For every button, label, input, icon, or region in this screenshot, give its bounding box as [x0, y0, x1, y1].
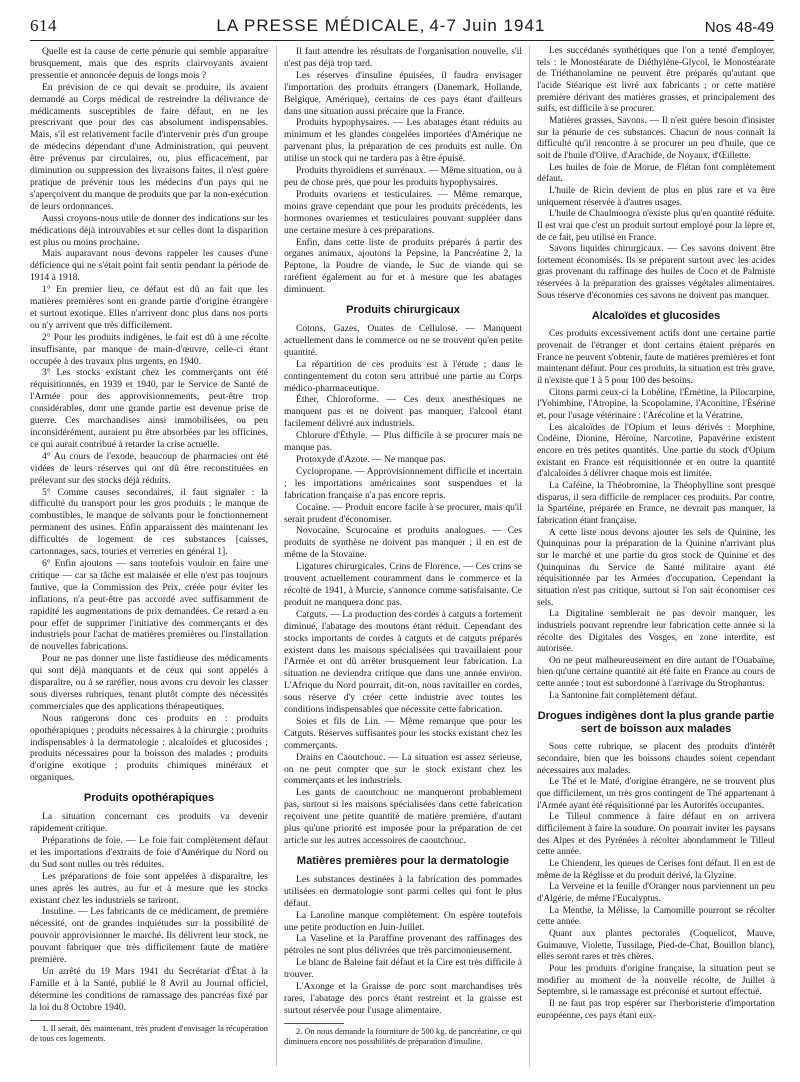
column-3 — [537, 46, 775, 1022]
paragraph: Produits ovariens et testiculaires. — Même remarque, moins grave cependant que pour les produits précédents, les hormones ovariennes et testiculaires pouvant suppléer dans une certaine mesure à ces préparations. — [284, 188, 522, 236]
paragraph: Les succédanés synthétiques que l'on a tenté d'employer, tels : le Monostéarate de Diéthylène-Glycol, le Monostéarate de Triéthanolamine ne peuvent être préparés qu'autant que l'acide Stéarique est livré aux fabricants ; or cette matière première dérivant des matières grasses, et principalement des suifs, est difficile à se procurer. — [537, 46, 775, 115]
page-number: 614 — [30, 16, 57, 35]
paragraph: Novocaïne, Scurocaïne et produits analogues. — Ces produits de synthèse ne doivent pas manquer ; il en est de même de la Stovaïne. — [284, 525, 522, 561]
column-3-intro — [537, 46, 775, 302]
column-2 — [284, 46, 522, 1047]
paragraph: Protoxyde d'Azote. — Ne manque pas. — [296, 454, 446, 465]
column-3-body-2 — [537, 742, 775, 1022]
paragraph: Insuline. — Les fabricants de ce médicament, de première nécessité, ont de grandes inquiétudes sur la possibilité de pouvoir approvisionner le marché. Ils délivrent leur stock, ne pouvant fabriquer que très difficilement faute de matière première. — [30, 906, 268, 966]
column-1-intro — [30, 46, 268, 784]
paragraph: Quant aux plantes pectorales (Coquelicot, Mauve, Guimauve, Violette, Tussilage, Pied-de-Chat, Bouillon blanc), elles seront rares et très chères. — [537, 928, 775, 963]
section-heading: Produits opothérapiques — [83, 792, 215, 805]
journal-title: LA PRESSE MÉDICALE, — [216, 16, 426, 35]
paragraph: La Caféine, la Théobromine, la Théophylline sont presque disparus, il sera difficile de remplacer ces produits. Par contre, la Spartéine, préparée en France, ne devrait pas manquer, la fabrication étant française. — [537, 480, 775, 526]
paragraph: Les alcaloïdes de l'Opium et leurs dérivés : Morphine, Codéine, Dionine, Héroïne, Narcotine, Papavérine existent encore en très petites quantités. Une partie du stock d'Opium existant en France est réquisitionnée et en outre la quantité d'alcaloïdes à délivrer chaque mois est limitée. — [537, 422, 775, 480]
paragraph: Enfin, dans cette liste de produits préparés à partir des organes animaux, ajoutons la Pepsine, la Pancréatine 2, la Peptone, la Poudre de viande, le Suc de viande qui se raréfient également au fur et à mesure que les abatages diminuent. — [284, 236, 522, 296]
paragraph: Cyclopropane. — Approvisionnement difficile et incertain ; les importations américaines sont suspendues et la fabrication française n'a pas encore repris. — [284, 465, 522, 501]
column-1-body — [30, 811, 268, 1013]
paragraph: Il ne faut pas trop espérer sur l'herboristerie d'importation européenne, ces pays étant eux- — [537, 998, 775, 1021]
paragraph: Cocaïne. — Produit encore facile à se procurer, mais qu'il serait prudent d'économiser. — [284, 501, 522, 525]
column-2-body — [284, 323, 522, 847]
paragraph: Éther, Chloroforme. — Ces deux anesthésiques ne manquent pas et ne doivent pas manquer, l'alcool étant facilement délivré aux industriels. — [284, 394, 522, 430]
paragraph: Le Chiendent, les queues de Cerises font défaut. Il en est de même de la Réglisse et du produit dérivé, la Glyzine. — [537, 859, 775, 881]
section-heading: Alcaloïdes et glucosides — [591, 310, 721, 323]
paragraph: Nous rangerons donc ces produits en : produits opothérapiques ; produits nécessaires à la chirurgie ; produits indispensables à la dermatologie ; alcaloïdes et glucosides ; produits nécessaires pour la boisson des malades ; produits d'origine exotique ; produits chimiques minéraux et organiques. — [30, 712, 268, 784]
paragraph: Les huiles de foie de Morue, de Flétan font complètement défaut. — [537, 162, 775, 185]
footnote: 2. On nous demande la fourniture de 500 kg. de pancréatine, ce qui diminuera encore nos possibilités de préparation d'insuline. — [284, 1026, 522, 1046]
paragraph: La répartition de ces produits est à l'étude ; dans le contingentement du coton sera attribué une partie au Corps médico-pharmaceutique. — [284, 358, 522, 394]
column-2-intro — [284, 46, 522, 296]
paragraph: Le blanc de Baleine fait défaut et la Cire est très difficile à trouver. — [284, 957, 522, 981]
paragraph: Matières grasses, Savons. — Il n'est guère besoin d'insister sur la pénurie de ces substances. Chacun de nous connaît la difficulté qu'il rencontre à se procurer un peu d'huile, que ce soit de l'huile d'Olive, d'Arachide, de Noyaux, d'Œillette. — [537, 115, 775, 161]
paragraph: Chlorure d'Éthyle. — Plus difficile à se procurer mais ne manque pas. — [284, 430, 522, 454]
paragraph: La Santonine fait complètement défaut. — [549, 690, 698, 701]
paragraph: La Digitaline semblerait ne pas devoir manquer, les industriels pouvant reprendre leur fabrication cette année si la récolte des Digitales des Vosges, en zone interdite, est autorisée. — [537, 609, 775, 655]
paragraph: Produits hypophysaires. — Les abatages étant réduits au minimum et les glandes congelées importées d'Amérique ne parvenant plus, la préparation de ces produits est nulle. On utilise un stock qui ne tardera pas à être épuisé. — [284, 117, 522, 165]
paragraph: 1° En premier lieu, ce défaut est dû au fait que les matières premières sont en grande partie d'origine étrangère et surtout exotique. Elles n'arrivent donc plus dans nos ports ou n'y arrivent que très difficilement. — [30, 284, 268, 331]
paragraph: Mais auparavant nous devons rappeler les causes d'une déficience qui ne s'était point fait sentir pendant la période de 1914 à 1918. — [30, 248, 268, 284]
paragraph: En prévision de ce qui devait se produire, ils avaient demandé au Corps médical de restreindre la délivrance de médicaments susceptibles de faire défaut, en ne les prescrivant que pour des cas absolument indispensables. Mais, s'il est relativement facile d'intervenir près d'un groupe de médecins dépendant d'une Administration, qui peuvent être prévenus par circulaires, ou, plus efficacement, par diminution ou suppression des livraisons faites, il n'est guère pratique de prévenir tous les médecins d'un pays qui ne s'aperçoivent du manque de produits que par la non-exécution de leurs ordonnances. — [30, 81, 268, 212]
column-1 — [30, 46, 268, 1044]
paragraph: Le Thé et le Maté, d'origine étrangère, ne se trouvent plus que difficilement, un très gros contingent de Thé appartenant à l'Armée ayant été réquisitionné par les Autorités occupantes. — [537, 777, 775, 811]
section-heading: Drogues indigènes dont la plus grande partie sert de boisson aux malades — [537, 710, 775, 736]
paragraph: Produits thyroïdiens et surrénaux. — Même situation, ou à peu de chose près, que pour les produits hypophysaires. — [284, 165, 522, 188]
paragraph: Aussi croyons-nous utile de donner des indications sur les médications déjà introuvables et sur celles dont la disparition est plus ou moins prochaine. — [30, 212, 268, 248]
paragraph: Pour les produits d'origine française, la situation peut se modifier au moment de la nouvelle récolte, de Juillet à Septembre, si le ramassage est préconisé et surtout effectué. — [537, 963, 775, 998]
footnote-rule — [30, 1020, 90, 1021]
column-divider — [529, 46, 530, 1066]
issue-number: Nos 48-49 — [704, 19, 774, 36]
masthead — [216, 16, 545, 36]
paragraph: L'huile de Chaulmoogra n'existe plus qu'en quantité réduite. Il est vrai que c'est un produit surtout employé pour la lèpre et, de ce fait, peu utilisé en France. — [537, 209, 775, 243]
paragraph: Le Tilleul commence à faire défaut en on arrivera difficilement à faire la soudure. On pourrait inviter les paysans des Alpes et des Pyrénées à récolter abondamment le Tilleul cette année. — [537, 812, 775, 858]
paragraph: Citons parmi ceux-ci la Lobéline, l'Émétine, la Pilocarpine, l'Yohimbine, l'Atropine, la Scopolamine, l'Aconitine, l'Ésérine et, pour l'usage vétérinaire : l'Arécoline et la Vératrine. — [537, 387, 775, 422]
section-heading: Matières premières pour la dermatologie — [296, 854, 510, 867]
paragraph: A cette liste nous devons ajouter les sels de Quinine, les Quinquinas pour la préparation de la Quinine n'arrivant plus sur le marché et une partie du gros stock de Quinine et des Quinquinas du Service de Santé militaire ayant été réquisitionnée par les Armées d'occupation. Cependant la situation n'est pas critique, surtout si l'on sait économiser ces sels. — [537, 527, 775, 608]
paragraph: 4° Au cours de l'exode, beaucoup de pharmacies ont été vidées de leurs réserves qui ont dû être reconstituées en prélevant sur des stocks déjà réduits. — [30, 450, 268, 486]
footnote: 1. Il serait, dès maintenant, très prudent d'envisager la récupération de tous ces logements. — [30, 1023, 268, 1043]
paragraph: 6° Enfin ajoutons — sans toutefois vouloir en faire une critique — car sa tâche est malaisée et elle n'est pas toujours fautive, que la Commission des Prix, créée pour éviter les inflations, n'a peut-être pas accordé avec suffisamment de rapidité les augmentations de prix demandées. Ce retard a eu pour effet de supprimer l'initiative des commerçants et des industriels pour l'achat de matières premières ou l'installation de nouvelles fabrications. — [30, 557, 268, 653]
page-header — [30, 10, 774, 41]
paragraph: 5° Comme causes secondaires, il faut signaler : la difficulté du transport pour les gros produits ; le manque de combustibles, le manque de solvants pour le fonctionnement permanent des usines. Enfin apparaissent dès maintenant les difficultés de logement de ces substances [caisses, cartonnages, sacs, touries et verreries en général 1]. — [30, 486, 268, 558]
paragraph: La Verveine et la feuille d'Oranger nous parviennent un peu d'Algérie, de même l'Eucalyptus. — [537, 882, 775, 904]
column-2-body-2 — [284, 874, 522, 1017]
paragraph: Sous cette rubrique, se placent des produits d'intérêt secondaire, bien que les boissons chaudes soient cependant nécessaires aux malades. — [537, 742, 775, 776]
paragraph: Les gants de caoutchouc ne manqueront probablement pas, surtout si les maisons spécialisées dans cette fabrication reçoivent une petite quantité de matière première, d'autant plus qu'une priorité est imposée pour la préparation de cet article sur les autres accessoires de caoutchouc. — [284, 787, 522, 846]
paragraph: La Vaseline et la Paraffine provenant des raffinages des pétroles ne sont plus délivrées que très parcimonieusement. — [284, 933, 522, 957]
paragraph: L'Axonge et la Graisse de porc sont marchandises très rares, l'abatage des porcs étant restreint et la graisse est surtout réservée pour l'usage alimentaire. — [284, 981, 522, 1016]
paragraph: Savons liquides chirurgicaux. — Ces savons doivent être fortement économisés. Ils se préparent surtout avec les acides gras provenant du raffinage des huiles de Coco et de Palmiste réservées à la préparation des graisses végétales alimentaires. Sous réserve d'économies ces savons ne doivent pas manquer. — [537, 244, 775, 301]
paragraph: 3° Les stocks existant chez les commerçants ont été réquisitionnés, en 1939 et 1940, par le Service de Santé de l'Armée pour des approvisionnements, peut-être trop considérables, dont une grande partie est devenue prise de guerre. Ces marchandises ainsi immobilisées, ou peu inconsidérément, auraient pu être absorbées par les officines, ce qui aurait contribué à retarder la crise actuelle. — [30, 367, 268, 450]
paragraph: 2° Pour les produits indigènes, le fait est dû à une récolte insuffisante, par manque de main-d'œuvre, celle-ci étant occupée à des travaux plus urgents, en 1940. — [30, 331, 268, 367]
footnote-rule — [284, 1023, 344, 1024]
paragraph: Les substances destinées à la fabrication des pommades utilisées en dermatologie sont parmi celles qui font le plus défaut. — [284, 873, 522, 909]
paragraph: Un arrêté du 19 Mars 1941 du Secrétariat d'État à la Famille et à la Santé, publié le 8 Avril au Journal officiel, détermine les conditions de ramassage des pancréas fixé par la loi du 8 Octobre 1940. — [30, 965, 268, 1013]
column-3-body — [537, 329, 775, 702]
section-heading: Produits chirurgicaux — [346, 304, 460, 317]
paragraph: La Lanoline manque complètement. On espère toutefois une petite production en Juin-Juillet. — [284, 909, 522, 933]
paragraph: Ligatures chirurgicales. Crins de Florence. — Ces crins se trouvent actuellement couramment dans le commerce et la récolte de 1941, à Murcie, s'annonce comme satisfaisante. Ce produit ne manquera donc pas. — [284, 561, 522, 608]
issue-date: 4-7 Juin 1941 — [429, 16, 546, 35]
paragraph: Quelle est la cause de cette pénurie qui semble apparaître brusquement, mais que des esprits clairvoyants avaient pressentie et annoncée depuis de longs mois ? — [30, 46, 268, 81]
paragraph: La situation concernant ces produits va devenir rapidement critique. — [30, 811, 268, 835]
paragraph: L'huile de Ricin devient de plus en plus rare et va être uniquement réservée à d'autres usages. — [537, 185, 775, 208]
paragraph: Ces produits excessivement actifs dont une certaine partie provenait de l'étranger et dont certains étaient préparés en France ne peuvent s'obtenir, faute de matières premières et font maintenant défaut. Pour ces produits, la situation est très grave, il n'existe que 1 à 5 pour 100 des besoins. — [537, 329, 775, 387]
paragraph: Les préparations de foie sont appelées à disparaître, les unes après les autres, au fur et à mesure que les stocks existant chez les industriels se tariront. — [30, 870, 268, 906]
paragraph: Pour ne pas donner une liste fastidieuse des médicaments qui sont déjà manquants et de ceux qui sont appelés à disparaître, ou à se raréfier, nous avons cru devoir les classer sous diverses rubriques, tenant plutôt compte des nécessités commerciales que des applications thérapeutiques. — [30, 653, 268, 712]
paragraph: Il faut attendre les résultats de l'organisation nouvelle, s'il n'est pas déjà trop tard. — [284, 46, 522, 69]
paragraph: Soies et fils de Lin. — Même remarque que pour les Catguts. Réserves suffisantes pour les stocks existant chez les commerçants. — [284, 715, 522, 751]
paragraph: Les réserves d'insuline épuisées, il faudra envisager l'importation des produits étrangers (Danemark, Hollande, Belgique, Amérique), certains de ces pays étant d'ailleurs dans une situation aussi précaire que la France. — [284, 69, 522, 117]
column-divider — [276, 46, 277, 1066]
paragraph: Cotons, Gazes, Ouates de Cellulose. — Manquent actuellement dans le commerce ou ne se trouvent qu'en petite quantité. — [284, 323, 522, 358]
paragraph: Drains en Caoutchouc. — La situation est assez sérieuse, on ne peut compter que sur le stock existant chez les commerçants et les industriels. — [284, 751, 522, 787]
paragraph: Préparations de foie. — Le foie fait complètement défaut et les importations d'extraits de foie d'Amérique du Nord ou du Sud sont nulles ou très réduites. — [30, 835, 268, 870]
paragraph: On ne peut malheureusement en dire autant de l'Ouabaïne, bien qu'une certaine quantité ait été faite en France au cours de cette année ; tout est subordonné à l'arrivage du Strophantus. — [537, 655, 775, 690]
paragraph: Catguts. — La production des cordes à catguts a fortement diminué, l'abatage des moutons étant réduit. Cependant des stocks importants de cordes à catguts et de catguts préparés existent dans les maisons spécialisées qui travaillaient pour l'Armée et ont dû arrêter brusquement leur fabrication. La situation ne deviendra critique que dans une année environ. L'Afrique du Nord pourrait, dit-on, nous ravitailler en cordes, sous réserve d'y créer cette industrie avec toutes les conditions indispensables que nécessite cette fabrication. — [284, 608, 522, 716]
paragraph: La Menthe, la Mélisse, la Camomille pourront se récolter cette année. — [537, 905, 775, 928]
